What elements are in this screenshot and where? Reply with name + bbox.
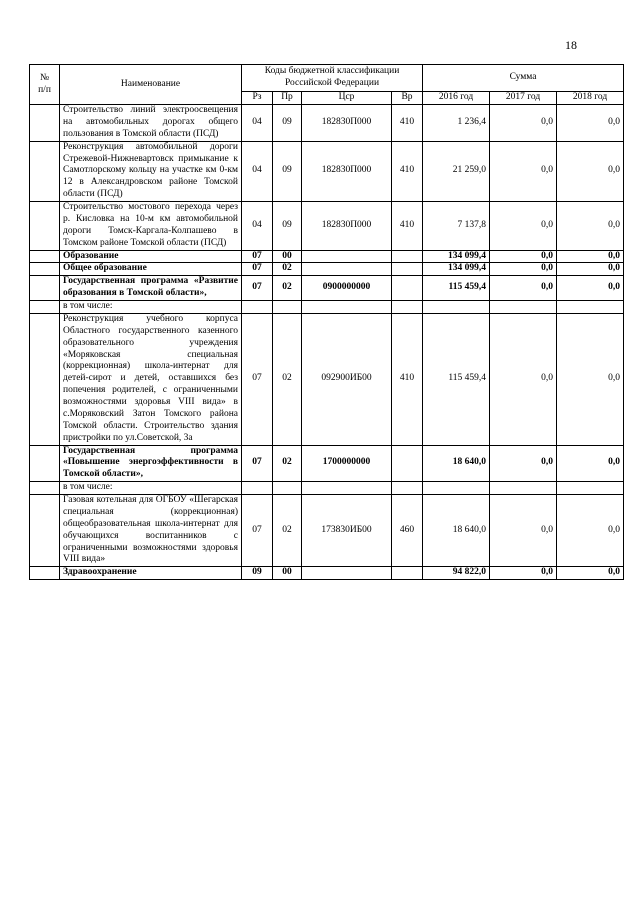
cell-2018	[557, 482, 624, 495]
cell-num	[30, 250, 60, 263]
cell-2017	[490, 301, 557, 314]
cell-num	[30, 276, 60, 301]
page-number: 18	[565, 38, 577, 52]
cell-pr: 02	[273, 495, 302, 567]
cell-vr	[392, 263, 423, 276]
cell-2018: 0,0	[557, 567, 624, 580]
cell-2016: 7 137,8	[423, 202, 490, 251]
cell-csr	[302, 263, 392, 276]
table-row	[30, 105, 624, 142]
cell-2017: 0,0	[490, 495, 557, 567]
cell-pr: 02	[273, 445, 302, 482]
cell-pr: 00	[273, 567, 302, 580]
cell-name: Общее образование	[60, 263, 242, 276]
cell-vr: 410	[392, 105, 423, 142]
cell-pr: 02	[273, 263, 302, 276]
cell-2017: 0,0	[490, 567, 557, 580]
cell-2017: 0,0	[490, 250, 557, 263]
cell-name: Государственная программа «Развитие образования в Томской области»,	[60, 276, 242, 301]
header-codes: Коды бюджетной классификации Российской Федерации	[242, 65, 423, 92]
cell-csr: 182830П000	[302, 141, 392, 201]
table-body	[30, 105, 624, 580]
cell-2017: 0,0	[490, 313, 557, 445]
cell-2018	[557, 301, 624, 314]
cell-2017	[490, 482, 557, 495]
cell-num	[30, 445, 60, 482]
cell-pr: 00	[273, 250, 302, 263]
cell-vr	[392, 482, 423, 495]
cell-2017: 0,0	[490, 141, 557, 201]
cell-num	[30, 105, 60, 142]
cell-vr	[392, 301, 423, 314]
cell-2018: 0,0	[557, 313, 624, 445]
cell-num	[30, 263, 60, 276]
header-num: № п/п	[30, 65, 60, 105]
header-vr: Вр	[392, 92, 423, 105]
cell-2016: 94 822,0	[423, 567, 490, 580]
header-2018: 2018 год	[557, 92, 624, 105]
header-csr: Цср	[302, 92, 392, 105]
cell-2018: 0,0	[557, 105, 624, 142]
budget-table	[29, 64, 624, 580]
cell-name: Газовая котельная для ОГБОУ «Шегарская специальная (коррекционная) общеобразовательная школа-интернат для обучающихся воспитанников с ограниченными возможностями здоровья VIII вида»	[60, 495, 242, 567]
table-row	[30, 567, 624, 580]
header-name: Наименование	[60, 65, 242, 105]
cell-vr: 410	[392, 202, 423, 251]
cell-2018: 0,0	[557, 141, 624, 201]
cell-2018: 0,0	[557, 263, 624, 276]
cell-name: Образование	[60, 250, 242, 263]
cell-rz	[242, 482, 273, 495]
table-row	[30, 141, 624, 201]
cell-vr: 460	[392, 495, 423, 567]
cell-csr: 182830П000	[302, 202, 392, 251]
cell-csr: 182830П000	[302, 105, 392, 142]
cell-vr	[392, 445, 423, 482]
header-sum: Сумма	[423, 65, 624, 92]
cell-num	[30, 313, 60, 445]
cell-name: в том числе:	[60, 482, 242, 495]
cell-2017: 0,0	[490, 105, 557, 142]
cell-2018: 0,0	[557, 250, 624, 263]
cell-2016: 134 099,4	[423, 263, 490, 276]
header-rz: Рз	[242, 92, 273, 105]
cell-rz: 04	[242, 105, 273, 142]
cell-rz	[242, 301, 273, 314]
cell-num	[30, 202, 60, 251]
cell-2017: 0,0	[490, 445, 557, 482]
cell-rz: 07	[242, 445, 273, 482]
cell-csr: 0900000000	[302, 276, 392, 301]
cell-num	[30, 482, 60, 495]
cell-csr	[302, 567, 392, 580]
cell-vr	[392, 567, 423, 580]
cell-2018: 0,0	[557, 495, 624, 567]
table-row	[30, 482, 624, 495]
cell-name: в том числе:	[60, 301, 242, 314]
cell-2018: 0,0	[557, 445, 624, 482]
cell-pr: 09	[273, 202, 302, 251]
cell-2016: 1 236,4	[423, 105, 490, 142]
cell-vr	[392, 276, 423, 301]
header-pr: Пр	[273, 92, 302, 105]
cell-rz: 04	[242, 202, 273, 251]
cell-2016: 115 459,4	[423, 276, 490, 301]
cell-2017: 0,0	[490, 202, 557, 251]
cell-name: Реконструкция учебного корпуса Областного государственного казенного образовательного учреждения «Моряковская специальная (коррекционная) школа-интернат для детей-сирот и детей, оставшихся без попечения родителей, с ограниченными возможностями здоровья VIII вида» в с.Моряковский Затон Томского района Томской области. Строительство здания пристройки по ул.Советской, 3а	[60, 313, 242, 445]
cell-rz: 04	[242, 141, 273, 201]
cell-csr	[302, 482, 392, 495]
cell-name: Государственная программа «Повышение энергоэффективности в Томской области»,	[60, 445, 242, 482]
table-row	[30, 445, 624, 482]
cell-2017: 0,0	[490, 276, 557, 301]
cell-2016: 18 640,0	[423, 445, 490, 482]
cell-num	[30, 567, 60, 580]
cell-2016: 18 640,0	[423, 495, 490, 567]
cell-2016	[423, 301, 490, 314]
cell-vr	[392, 250, 423, 263]
header-2016: 2016 год	[423, 92, 490, 105]
cell-2018: 0,0	[557, 276, 624, 301]
cell-2018: 0,0	[557, 202, 624, 251]
table-row	[30, 276, 624, 301]
cell-rz: 07	[242, 263, 273, 276]
cell-pr: 02	[273, 313, 302, 445]
cell-rz: 07	[242, 276, 273, 301]
cell-num	[30, 141, 60, 201]
cell-rz: 09	[242, 567, 273, 580]
table-row	[30, 313, 624, 445]
cell-2016: 134 099,4	[423, 250, 490, 263]
cell-name: Строительство мостового перехода через р. Кисловка на 10-м км автомобильной дороги Томск-Каргала-Колпашево в Томском районе Томской области (ПСД)	[60, 202, 242, 251]
cell-2017: 0,0	[490, 263, 557, 276]
cell-rz: 07	[242, 495, 273, 567]
cell-rz: 07	[242, 313, 273, 445]
cell-pr: 02	[273, 276, 302, 301]
cell-pr	[273, 301, 302, 314]
cell-pr	[273, 482, 302, 495]
cell-csr: 1700000000	[302, 445, 392, 482]
cell-csr	[302, 301, 392, 314]
cell-csr: 173830ИБ00	[302, 495, 392, 567]
cell-rz: 07	[242, 250, 273, 263]
cell-2016: 21 259,0	[423, 141, 490, 201]
cell-name: Строительство линий электроосвещения на автомобильных дорогах общего пользования в Томской области (ПСД)	[60, 105, 242, 142]
cell-2016: 115 459,4	[423, 313, 490, 445]
cell-csr	[302, 250, 392, 263]
table-header	[30, 65, 624, 105]
cell-pr: 09	[273, 105, 302, 142]
cell-csr: 092900ИБ00	[302, 313, 392, 445]
table-row	[30, 263, 624, 276]
cell-pr: 09	[273, 141, 302, 201]
table-row	[30, 250, 624, 263]
cell-name: Реконструкция автомобильной дороги Стрежевой-Нижневартовск примыкание к Самотлорскому кольцу на участке км 0-км 12 в Александровском районе Томской области (ПСД)	[60, 141, 242, 201]
table-row	[30, 495, 624, 567]
table-row	[30, 202, 624, 251]
cell-vr: 410	[392, 141, 423, 201]
cell-num	[30, 495, 60, 567]
cell-2016	[423, 482, 490, 495]
cell-num	[30, 301, 60, 314]
header-2017: 2017 год	[490, 92, 557, 105]
cell-vr: 410	[392, 313, 423, 445]
cell-name: Здравоохранение	[60, 567, 242, 580]
table-row	[30, 301, 624, 314]
